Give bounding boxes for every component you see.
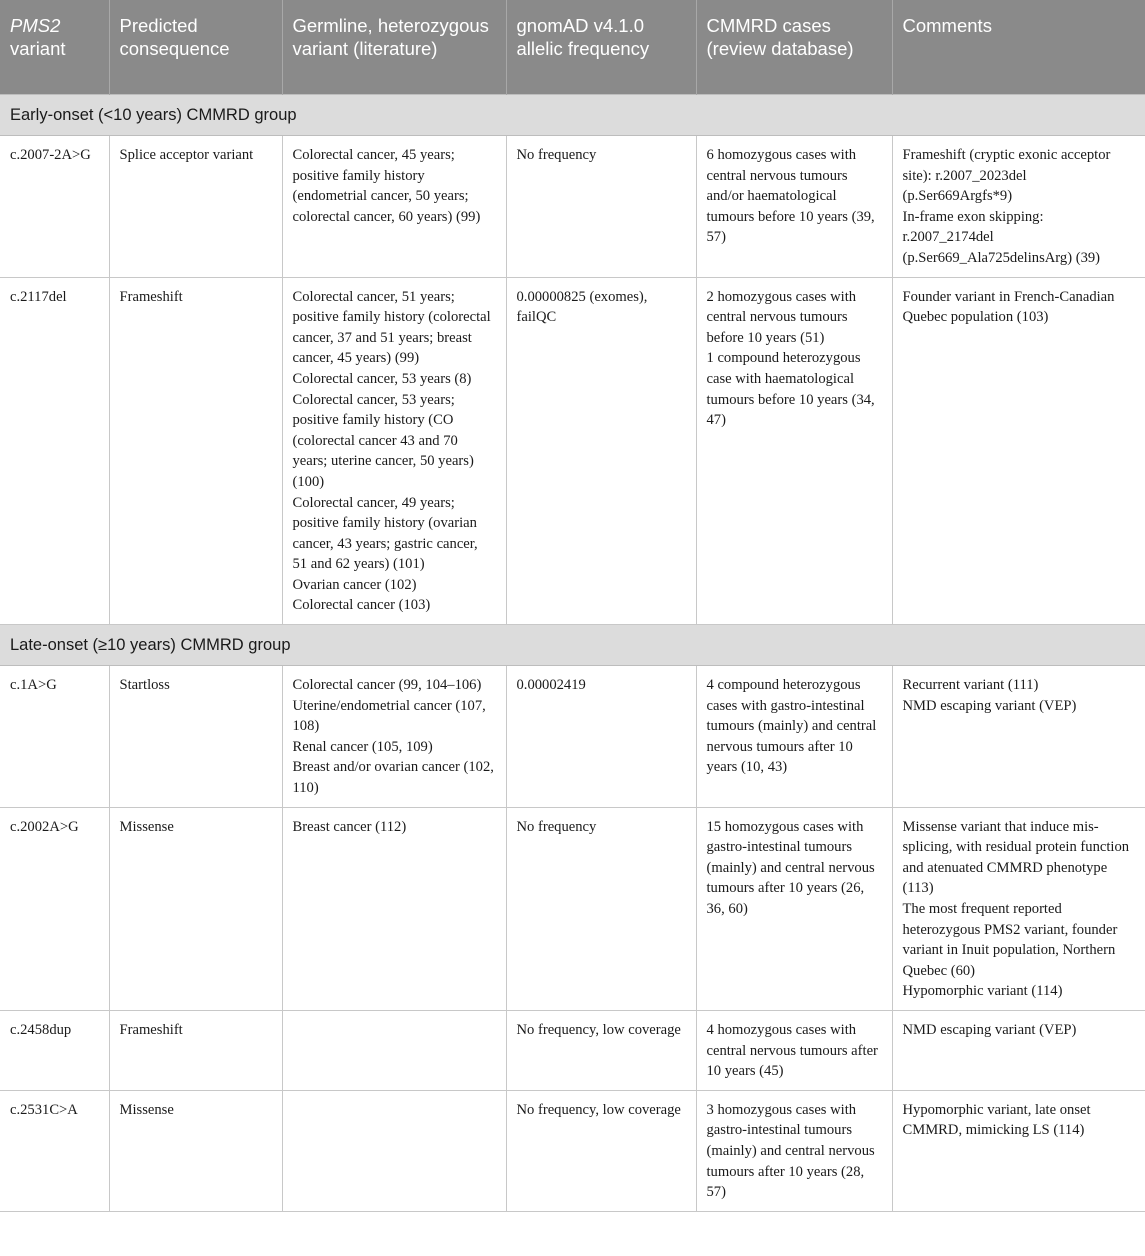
germline-cell <box>282 666 506 808</box>
gnomad-cell: No frequency, low coverage <box>506 1090 696 1211</box>
cmmrd-cell-line: 4 compound heterozygous cases with gastro-intestinal tumours (mainly) and central nervous tumours after 10 years (10, 43) <box>706 677 877 776</box>
germline-cell-line: Colorectal cancer (99, 104–106) <box>292 677 482 694</box>
group-title: Late-onset (≥10 years) CMMRD group <box>0 625 1145 666</box>
germline-cell <box>282 136 506 278</box>
comments-cell <box>892 277 1145 625</box>
cmmrd-cell-line: 3 homozygous cases with gastro-intestinal tumours (mainly) and central nervous tumours after 10 years (28, 57) <box>706 1101 875 1201</box>
comments-cell-line: Hypomorphic variant, late onset CMMRD, mimicking LS (114) <box>902 1101 1091 1139</box>
comments-cell <box>892 1010 1145 1090</box>
germline-cell-line: Breast and/or ovarian cancer (102, 110) <box>292 759 494 797</box>
group-row <box>0 95 1145 136</box>
cmmrd-cell <box>696 136 892 278</box>
gnomad-cell: No frequency <box>506 136 696 278</box>
variant-cell: c.2007-2A>G <box>0 136 109 278</box>
group-row <box>0 625 1145 666</box>
variant-cell: c.2458dup <box>0 1010 109 1090</box>
consequence-cell: Frameshift <box>109 1010 282 1090</box>
cmmrd-cell <box>696 1010 892 1090</box>
header-comments: Comments <box>892 0 1145 95</box>
header-consequence: Predicted consequence <box>109 0 282 95</box>
table-header <box>0 0 1145 95</box>
consequence-cell: Missense <box>109 1090 282 1211</box>
header-variant <box>0 0 109 95</box>
germline-cell <box>282 1010 506 1090</box>
comments-cell <box>892 807 1145 1010</box>
germline-cell-line: Renal cancer (105, 109) <box>292 738 433 755</box>
table-row <box>0 1010 1145 1090</box>
cmmrd-cell <box>696 666 892 808</box>
cmmrd-cell <box>696 277 892 625</box>
comments-cell-line: The most frequent reported heterozygous PMS2 variant, founder variant in Inuit population, Northern Quebec (60) <box>902 901 1118 979</box>
germline-cell-line: Colorectal cancer, 53 years (8) <box>292 370 472 387</box>
header-cmmrd: CMMRD cases (review database) <box>696 0 892 95</box>
comments-cell-line: In-frame exon skipping: r.2007_2174del (p.Ser669_Ala725delinsArg) (39) <box>902 208 1101 266</box>
cmmrd-cell-line: 2 homozygous cases with central nervous tumours before 10 years (51) <box>706 288 857 346</box>
comments-cell-line: NMD escaping variant (VEP) <box>902 1021 1077 1038</box>
table-row <box>0 666 1145 808</box>
table-row <box>0 1090 1145 1211</box>
germline-cell-line: Colorectal cancer, 51 years; positive family history (colorectal cancer, 37 and 51 years; breast cancer, 45 years) (99) <box>292 288 491 367</box>
gnomad-cell: 0.00002419 <box>506 666 696 808</box>
gnomad-cell: No frequency, low coverage <box>506 1010 696 1090</box>
consequence-cell: Startloss <box>109 666 282 808</box>
comments-cell <box>892 666 1145 808</box>
table-row <box>0 136 1145 278</box>
gnomad-cell: 0.00000825 (exomes), failQC <box>506 277 696 625</box>
germline-cell <box>282 277 506 625</box>
cmmrd-cell-line: 6 homozygous cases with central nervous tumours and/or haematological tumours before 10 years (39, 57) <box>706 147 875 246</box>
germline-cell-line: Colorectal cancer, 45 years; positive family history (endometrial cancer, 50 years; colorectal cancer, 60 years) (99) <box>292 147 481 225</box>
header-variant-suffix: variant <box>10 38 66 59</box>
cmmrd-cell <box>696 807 892 1010</box>
comments-cell <box>892 1090 1145 1211</box>
germline-cell <box>282 807 506 1010</box>
variant-cell: c.2531C>A <box>0 1090 109 1211</box>
germline-cell-line: Colorectal cancer, 49 years; positive family history (ovarian cancer, 43 years; gastric cancer, 51 and 62 years) (101) <box>292 494 478 573</box>
consequence-cell: Splice acceptor variant <box>109 136 282 278</box>
consequence-cell: Missense <box>109 807 282 1010</box>
comments-cell-line: Recurrent variant (111) <box>902 677 1039 694</box>
comments-cell-line: Frameshift (cryptic exonic acceptor site): r.2007_2023del (p.Ser669Argfs*9) <box>902 147 1111 205</box>
germline-cell-line: Colorectal cancer (103) <box>292 597 431 614</box>
germline-cell <box>282 1090 506 1211</box>
header-variant-gene: PMS2 <box>10 15 61 36</box>
germline-cell-line: Breast cancer (112) <box>292 818 407 835</box>
comments-cell-line: Hypomorphic variant (114) <box>902 983 1063 1000</box>
cmmrd-cell-line: 15 homozygous cases with gastro-intestinal tumours (mainly) and central nervous tumours after 10 years (26, 36, 60) <box>706 818 875 917</box>
comments-cell-line: Founder variant in French-Canadian Quebec population (103) <box>902 288 1115 326</box>
cmmrd-cell <box>696 1090 892 1211</box>
table-row <box>0 277 1145 625</box>
consequence-cell: Frameshift <box>109 277 282 625</box>
group-title: Early-onset (<10 years) CMMRD group <box>0 95 1145 136</box>
variant-cell: c.2117del <box>0 277 109 625</box>
table-row <box>0 807 1145 1010</box>
header-germline: Germline, heterozygous variant (literature) <box>282 0 506 95</box>
header-row <box>0 0 1145 95</box>
cmmrd-cell-line: 4 homozygous cases with central nervous tumours after 10 years (45) <box>706 1021 878 1080</box>
table-body <box>0 95 1145 1212</box>
gnomad-cell: No frequency <box>506 807 696 1010</box>
germline-cell-line: Uterine/endometrial cancer (107, 108) <box>292 697 486 735</box>
germline-cell-line: Ovarian cancer (102) <box>292 576 417 593</box>
variant-cell: c.2002A>G <box>0 807 109 1010</box>
variant-cell: c.1A>G <box>0 666 109 808</box>
cmmrd-cell-line: 1 compound heterozygous case with haematological tumours before 10 years (34, 47) <box>706 350 875 429</box>
germline-cell-line: Colorectal cancer, 53 years; positive family history (CO (colorectal cancer 43 and 70 years; uterine cancer, 50 years) (100) <box>292 391 474 490</box>
header-gnomad: gnomAD v4.1.0 allelic frequency <box>506 0 696 95</box>
comments-cell-line: Missense variant that induce mis-splicing, with residual protein function and atenuated CMMRD phenotype (113) <box>902 818 1130 897</box>
comments-cell-line: NMD escaping variant (VEP) <box>902 697 1077 714</box>
comments-cell <box>892 136 1145 278</box>
